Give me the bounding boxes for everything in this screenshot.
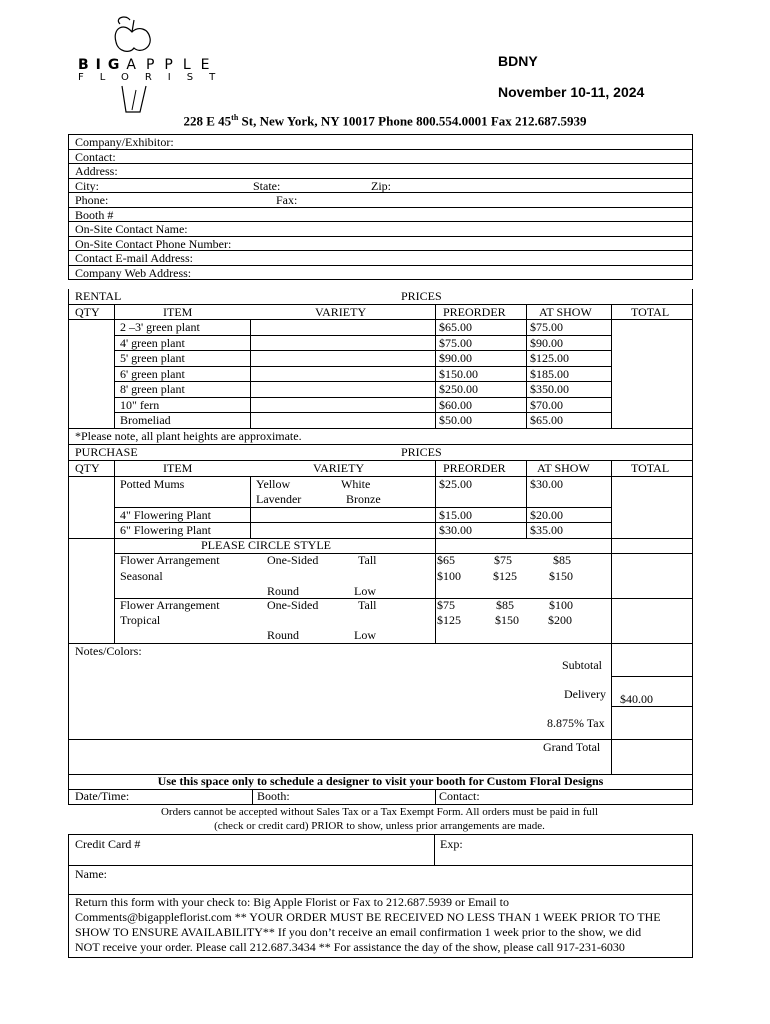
purchase-table: PURCHASE PRICES QTY ITEM VARIETY PREORDER AT SHOW TOTAL Potted Mums Yellow White Lavender Bronze $25.00 $30.00 4" Flowering Plant $15.00 $20.00 6" Flowering Plant $30.00 $35.00 PLEASE CIRCLE STYLE Flower Arrangement Seasonal One-Sided Tall Round Low $65 $75 $85 $100 $125 $150 Flower Arrangement Tropical One-Sided Tall Round Low $75 $85 $100 $125 $150 $200	[68, 445, 693, 644]
zip-label: Zip:	[371, 178, 391, 193]
booth-field[interactable]: Booth #	[69, 208, 692, 223]
rental-prices-label: PRICES	[401, 289, 442, 303]
city-label: City:	[75, 178, 100, 193]
rental-note: *Please note, all plant heights are approximate.	[75, 429, 302, 443]
designer-heading: Use this space only to schedule a designer to visit your booth for Custom Floral Designs	[157, 774, 604, 788]
name-field[interactable]: Name:	[75, 867, 107, 881]
grand-total-label: Grand Total	[543, 740, 601, 754]
credit-card-field[interactable]: Credit Card #	[75, 837, 141, 851]
rental-preorder-header: PREORDER	[443, 305, 506, 319]
purchase-item-header: ITEM	[163, 461, 193, 475]
purchase-section-label: PURCHASE	[75, 445, 138, 459]
subtotal-label: Subtotal	[562, 658, 603, 672]
onsite-phone-field[interactable]: On-Site Contact Phone Number:	[69, 237, 692, 252]
circle-style-label: PLEASE CIRCLE STYLE	[201, 538, 332, 552]
subtotal-field[interactable]	[612, 644, 691, 675]
purchase-total-header: TOTAL	[631, 461, 670, 475]
purchase-atshow-header: AT SHOW	[537, 461, 590, 475]
brand-subname: FLORIST	[78, 72, 232, 83]
rental-variety-header: VARIETY	[315, 305, 367, 319]
rental-item-header: ITEM	[163, 305, 193, 319]
fax-label: Fax:	[276, 193, 298, 207]
purchase-variety-header: VARIETY	[313, 461, 365, 475]
delivery-value: $40.00	[620, 692, 653, 706]
delivery-label: Delivery	[564, 687, 606, 701]
payment-policy: Orders cannot be accepted without Sales Tax or a Tax Exempt Form. All orders must be paid in full (check or credit card) PRIOR to show, unless prior arrangements are made.	[160, 806, 599, 832]
notes-label: Notes/Colors:	[75, 644, 142, 658]
brand-name: BIGAPPLE	[78, 57, 220, 73]
order-form	[68, 134, 693, 280]
purchase-prices-label: PRICES	[401, 445, 442, 459]
company-field[interactable]: Company/Exhibitor:	[69, 135, 692, 150]
phone-fax-row[interactable]	[69, 193, 692, 208]
designer-booth-field[interactable]: Booth:	[257, 789, 290, 803]
email-field[interactable]: Contact E-mail Address:	[69, 251, 692, 266]
payment-section	[68, 834, 693, 958]
phone-label: Phone:	[75, 193, 109, 207]
designer-section	[68, 774, 693, 805]
purchase-qty-header: QTY	[75, 461, 100, 475]
return-instructions: Return this form with your check to: Big Apple Florist or Fax to 212.687.5939 or Email to Comments@bigappleflorist.com ** YOUR ORDER MUST BE RECEIVED NO LESS THAN 1 WEEK PRIOR TO THE SHOW TO ENSURE AVAILABILITY** If you don’t receive an email confirmation 1 week prior to the show, we did NOT receive your order. Please call 212.687.3434 ** For assistance the day of the show, please call 917-231-6030	[75, 895, 661, 954]
event-code: BDNY	[498, 53, 538, 69]
expiry-field[interactable]: Exp:	[440, 837, 463, 851]
tax-label: 8.875% Tax	[547, 716, 605, 730]
store-address: 228 E 45th St, New York, NY 10017 Phone 800.554.0001 Fax 212.687.5939	[183, 113, 587, 129]
designer-date-field[interactable]: Date/Time:	[75, 789, 130, 803]
event-dates: November 10-11, 2024	[498, 84, 645, 100]
state-label: State:	[253, 178, 281, 193]
rental-atshow-header: AT SHOW	[539, 305, 592, 319]
onsite-name-field[interactable]: On-Site Contact Name:	[69, 222, 692, 237]
address-field[interactable]: Address:	[69, 164, 692, 179]
designer-contact-field[interactable]: Contact:	[439, 789, 480, 803]
rental-qty-header: QTY	[75, 305, 100, 319]
contact-field[interactable]: Contact:	[69, 150, 692, 165]
web-field[interactable]: Company Web Address:	[69, 266, 692, 281]
rental-section-label: RENTAL	[75, 289, 122, 303]
rental-table: RENTAL PRICES QTY ITEM VARIETY PREORDER AT SHOW TOTAL 2 –3' green plant $65.00 $75.00 4' green plant $75.00 $90.00 5' green plant $90.00 $125.00 6' green plant $150.00 $185.00 8' green plant $250.00 $350.00 10" fern $60.00 $70.00 Bromeliad $50.00 $65.00	[68, 289, 693, 428]
totals-section	[68, 643, 693, 775]
rental-total-header: TOTAL	[631, 305, 670, 319]
city-state-zip-row[interactable]	[69, 179, 692, 194]
rental-note-row	[68, 428, 693, 445]
purchase-preorder-header: PREORDER	[443, 461, 506, 475]
grand-total-field[interactable]	[612, 740, 691, 773]
